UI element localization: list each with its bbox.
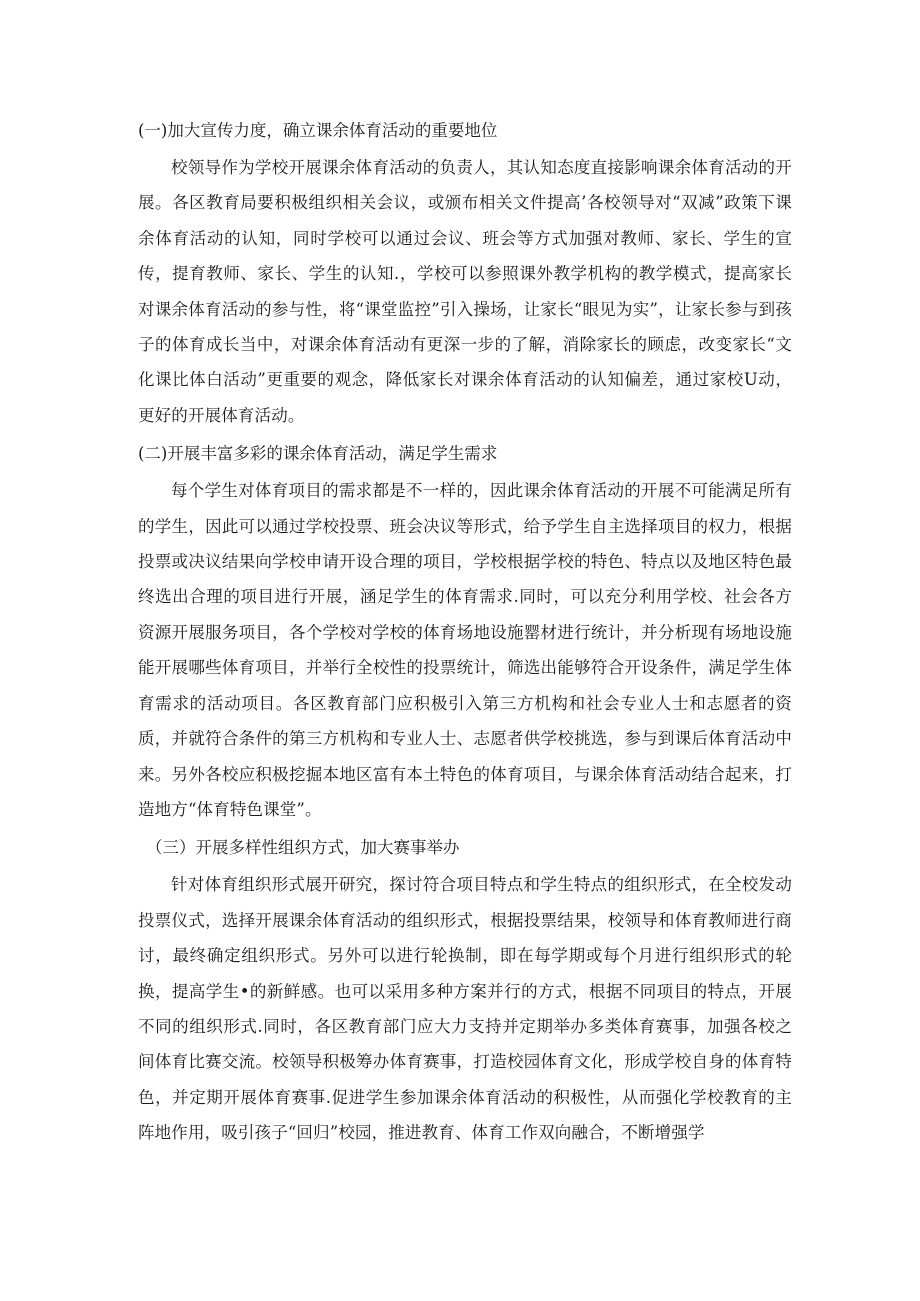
document-page <box>138 112 792 1151</box>
section-heading-1: (一)加大宣传力度，确立课余体育活动的重要地位 <box>138 121 498 140</box>
section-body-2: 每个学生对体育项目的需求都是不一样的，因此课余体育活动的开展不可能满足所有的学生，因此可以通过学校投票、班会决议等形式，给予学生自主选择项目的权力，根据投票或决议结果向学校申请开设合理的项目，学校根据学校的特色、特点以及地区特色最终选出合理的项目进行开展，涵足学生的体育需求.同时，可以充分利用学校、社会各方资源开展服务项目，各个学校对学校的体育场地设施罂材进行统计，并分析现有场地设施能开展哪些体育项目，并举行全校性的投票统计，筛选出能够符合开设条件，满足学生体育需求的活动项目。各区教育部门应积极引入第三方机构和社会专业人士和志愿者的资质，并就符合条件的第三方机构和专业人士、志愿者供学校挑选，参与到课后体育活动中来。另外各校应积极挖掘本地区富有本土特色的体育项目，与课余体育活动结合起来，打造地方“体育特色课堂”。 <box>138 481 792 819</box>
section-body-1: 校领导作为学校开展课余体育活动的负责人，其认知态度直接影响课余体育活动的开展。各区教育局要积极组织相关会议，或颁布相关文件提高’各校领导对“双减”政策下课余体育活动的认知，同时学校可以通过会议、班会等方式加强对教师、家长、学生的宣传，提育教师、家长、学生的认知.，学校可以参照课外教学机构的教学模式，提高家长对课余体育活动的参与性，将“课堂监控”引入操场，让家长“眼见为实”，让家长参与到孩子的体育成长当中，对课余体育活动有更深一步的了解，消除家长的顾虑，改变家长“文化课比体白活动”更重要的观念，降低家长对课余体育活动的认知偏差，通过家校U动，更好的开展体育活动。 <box>138 158 792 425</box>
section-heading-3: （三）开展多样性组织方式，加大赛事举办 <box>146 838 460 858</box>
section-body-3: 针对体育组织形式展开研究，探讨符合项目特点和学生特点的组织形式，在全校发动投票仪式，选择开展课余体育活动的组织形式，根据投票结果，校领导和体育教师进行商讨，最终确定组织形式。另外可以进行轮换制，即在每学期或每个月进行组织形式的轮换，提高学生•的新鲜感。也可以采用多种方案并行的方式，根据不同项目的特点，开展不同的组织形式.同时，各区教育部门应大力支持并定期举办多类体育赛事，加强各校之间体育比赛交流。校领导积极筹办体育赛事，打造校园体育文化，形成学校自身的体育特色，并定期开展体育赛事.促进学生参加课余体育活动的积极性，从而强化学校教育的主阵地作用，吸引孩子“回归”校园，推进教育、体育工作双向融合，不断增强学 <box>138 875 792 1143</box>
section-heading-2: (二)开展丰富多彩的课余体育活动，满足学生需求 <box>138 444 498 464</box>
